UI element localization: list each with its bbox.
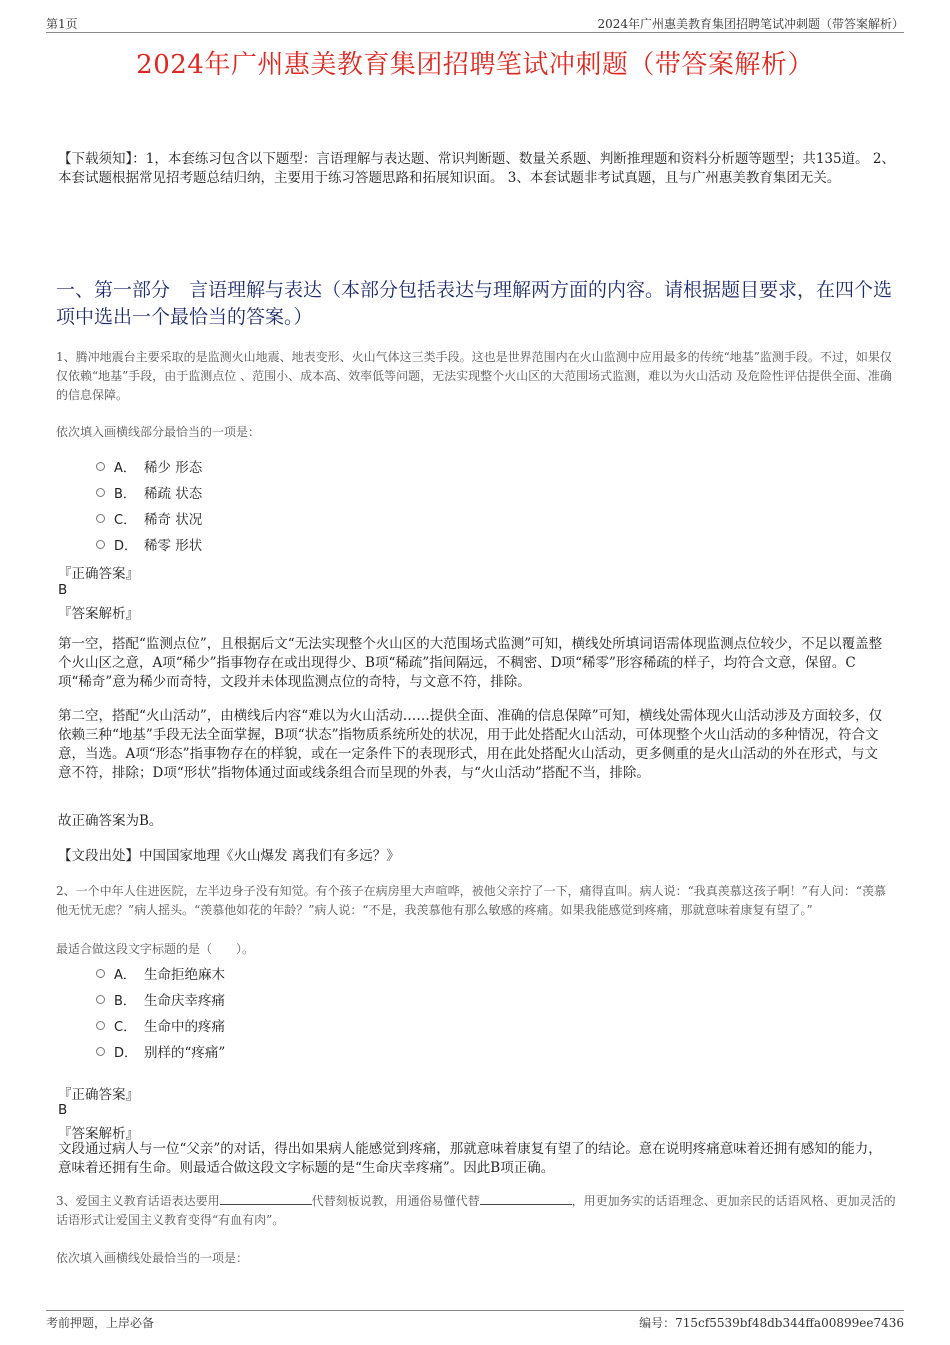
header-doc-title: 2024年广州惠美教育集团招聘笔试冲刺题（带答案解析） (597, 17, 904, 31)
footer-slogan: 考前押题，上岸必备 (46, 1316, 155, 1330)
question-2-prompt: 最适合做这段文字标题的是（ ）。 (56, 942, 255, 956)
download-notice: 【下载须知】：1，本套练习包含以下题型：言语理解与表达题、常识判断题、数量关系题、判断推理题和资料分析题等题型；共135道。 2、本套试题根据常见招考题总结归纳，主要用于练习答题思路和拓展知识面。 3、本套试题非考试真题，且与广州惠美教育集团无关。 (58, 151, 895, 186)
analysis-paragraph: 文段通过病人与一位“父亲”的对话，得出如果病人能感觉到疼痛，那就意味着康复有望了的结论。意在说明疼痛意味着还拥有感知的能力，意味着还拥有生命。则最适合做这段文字标题的是“生命庆幸疼痛”。因此B项正确。 (58, 1141, 882, 1176)
page-header (46, 14, 904, 33)
option-b[interactable]: B． 生命庆幸疼痛 (96, 986, 225, 1012)
question-1-stem: 1、腾冲地震台主要采取的是监测火山地震、地表变形、火山气体这三类手段。这也是世界范围内在火山监测中应用最多的传统“地基”监测手段。不过，如果仅仅依赖“地基”手段，由于监测点位 、范围小、成本高、效率低等问题，无法实现整个火山区的大范围场式监测，难以为火山活动 及危险性评估提供全面、准确的信息保障。 (56, 350, 892, 402)
analysis-paragraph-1: 第一空，搭配“监测点位”，且根据后文“无法实现整个火山区的大范围场式监测”可知，横线处所填词语需体现监测点位较少，不足以覆盖整个火山区之意，A项“稀少”指事物存在或出现得少、B项“稀疏”指间隔远，不稠密、D项“稀零”形容稀疏的样子，均符合文意，保留。C项“稀奇”意为稀少而奇特，文段并未体现监测点位的奇特，与文意不符，排除。 (58, 636, 883, 690)
radio-icon[interactable] (96, 995, 105, 1004)
correct-answer: B (58, 1102, 68, 1118)
question-1-options (96, 453, 202, 557)
analysis-label: 『答案解析』 (58, 1126, 139, 1142)
analysis-label: 『答案解析』 (58, 606, 139, 622)
question-3-stem: 3、爱国主义教育话语表达要用 代替刻板说教，用通俗易懂代替 ，用更加务实的话语理念、更加亲民的话语风格、更加灵活的话语形式让爱国主义教育变得“有血有肉”。 (56, 1194, 896, 1227)
section-heading: 一、第一部分 言语理解与表达（本部分包括表达与理解两方面的内容。请根据题目要求，在四个选项中选出一个最恰当的答案。） (56, 279, 893, 328)
analysis-paragraph-2: 第二空，搭配“火山活动”，由横线后内容“难以为火山活动……提供全面、准确的信息保障”可知，横线处需体现火山活动涉及方面较多，仅依赖三种“地基”手段无法全面掌握，B项“状态”指物质系统所处的状况，用于此处搭配火山活动，可体现整个火山活动的多种情况，符合文意，当选。A项“形态”指事物存在的样貌，或在一定条件下的表现形式，用在此处搭配火山活动，更多侧重的是火山活动的外在形式，与文意不符，排除；D项“形状”指物体通过面或线条组合而呈现的外表，与“火山活动”搭配不当，排除。 (58, 708, 883, 781)
radio-icon[interactable] (96, 514, 105, 523)
question-2-stem: 2、一个中年人住进医院，左半边身子没有知觉。有个孩子在病房里大声喧哗，被他父亲拧了一下，痛得直叫。病人说：“我真羡慕这孩子啊！”有人问：“羡慕他无忧无虑？”病人摇头。“羡慕他如花的年龄？”病人说：“不是，我羡慕他有那么敏感的疼痛。如果我能感觉到疼痛，那就意味着康复有望了。” (56, 884, 887, 917)
radio-icon[interactable] (96, 488, 105, 497)
fill-blank-1 (220, 1192, 312, 1205)
answer-label: 『正确答案』 (58, 1087, 139, 1103)
option-d[interactable]: D． 稀零 形状 (96, 531, 202, 557)
correct-answer: B (58, 582, 68, 598)
radio-icon[interactable] (96, 540, 105, 549)
option-c[interactable]: C． 生命中的疼痛 (96, 1012, 225, 1038)
passage-source: 【文段出处】中国国家地理《火山爆发 离我们有多远？》 (58, 848, 400, 864)
analysis-conclusion: 故正确答案为B。 (58, 813, 163, 829)
document-id: 编号：715cf5539bf48db344ffa00899ee7436 (639, 1316, 904, 1330)
radio-icon[interactable] (96, 1021, 105, 1030)
question-2-options (96, 960, 225, 1064)
question-1-prompt: 依次填入画横线部分最恰当的一项是： (56, 425, 261, 439)
page-title: 2024年广州惠美教育集团招聘笔试冲刺题（带答案解析） (136, 50, 814, 80)
option-b[interactable]: B． 稀疏 状态 (96, 479, 202, 505)
radio-icon[interactable] (96, 1047, 105, 1056)
option-a[interactable]: A． 稀少 形态 (96, 453, 202, 479)
page-footer (46, 1310, 904, 1330)
question-3-prompt: 依次填入画横线处最恰当的一项是： (56, 1251, 249, 1265)
fill-blank-2 (480, 1192, 572, 1205)
option-a[interactable]: A． 生命拒绝麻木 (96, 960, 225, 986)
option-c[interactable]: C． 稀奇 状况 (96, 505, 202, 531)
page-number: 第1页 (46, 17, 78, 31)
answer-label: 『正确答案』 (58, 566, 139, 582)
option-d[interactable]: D． 别样的“疼痛” (96, 1038, 225, 1064)
radio-icon[interactable] (96, 462, 105, 471)
radio-icon[interactable] (96, 969, 105, 978)
